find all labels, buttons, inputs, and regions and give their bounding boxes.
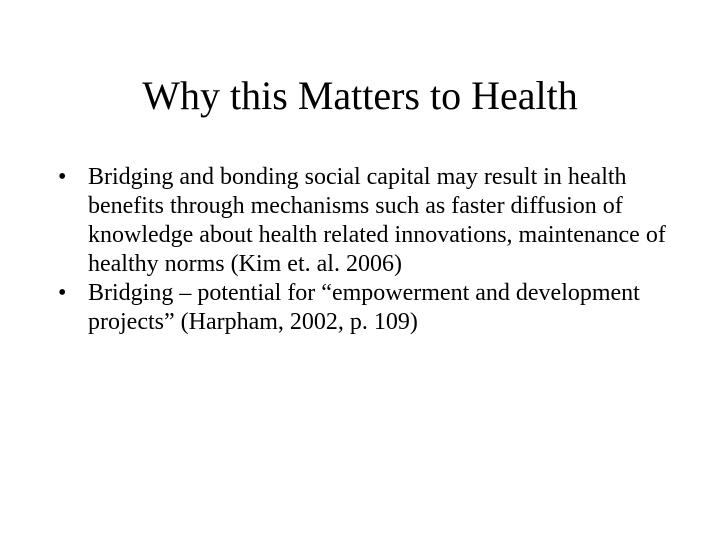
bullet-marker: • xyxy=(58,164,67,190)
bullet-marker: • xyxy=(58,280,67,306)
bullet-item-social-capital xyxy=(58,163,668,279)
bullet-list xyxy=(58,163,668,337)
bullet-text: Bridging and bonding social capital may result in health benefits through mechanisms such as faster diffusion of knowledge about health related innovations, maintenance of healthy norms (Kim et. al. 2006) xyxy=(88,164,666,277)
bullet-item-bridging xyxy=(58,279,668,337)
slide-title: Why this Matters to Health xyxy=(142,73,578,118)
bullet-text: Bridging – potential for “empowerment and development projects” (Harpham, 2002, p. 109) xyxy=(88,280,640,335)
